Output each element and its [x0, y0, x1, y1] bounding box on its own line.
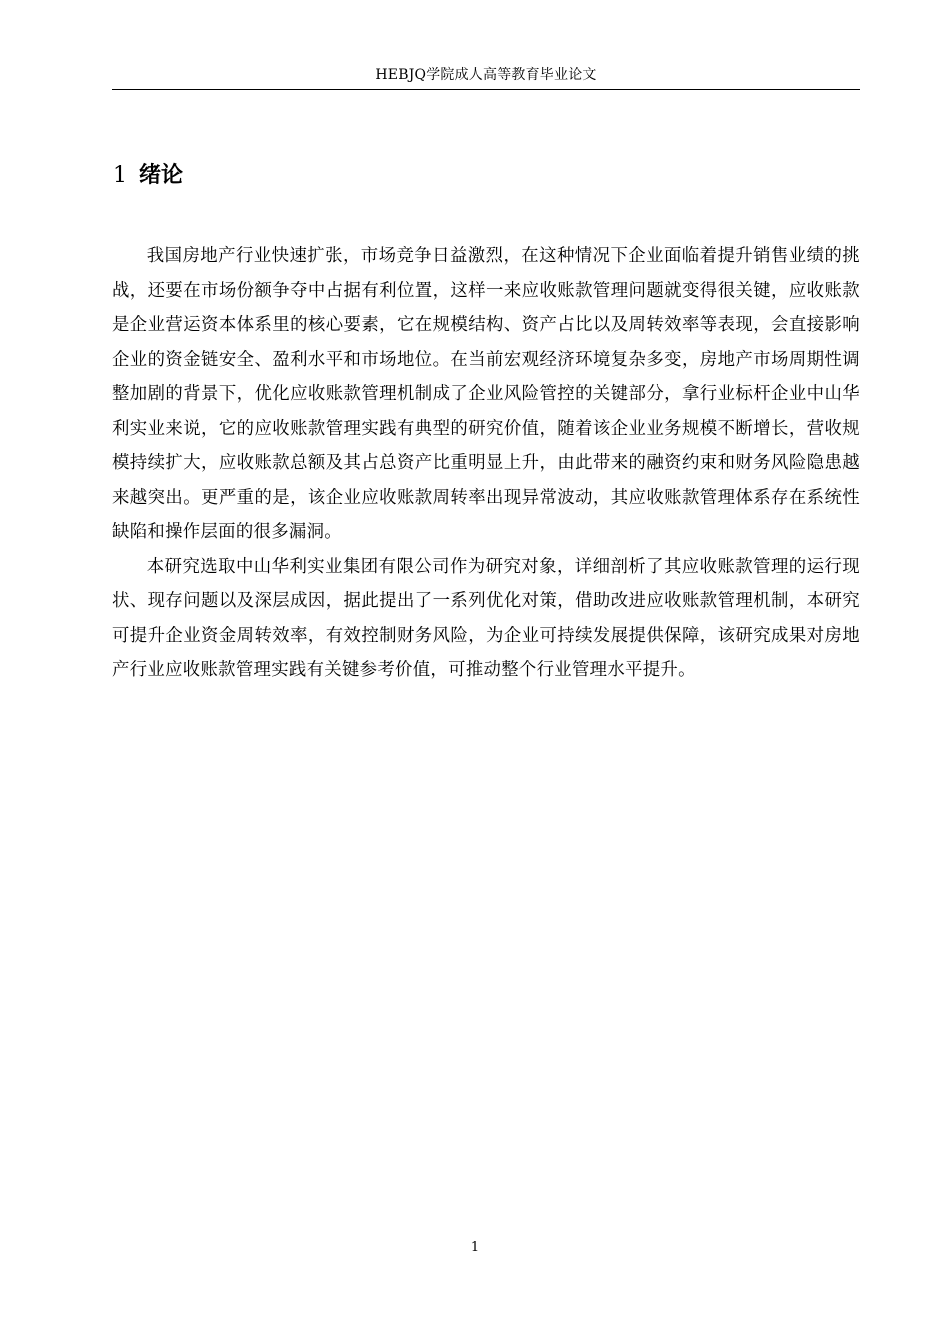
paragraph: 我国房地产行业快速扩张，市场竞争日益激烈，在这种情况下企业面临着提升销售业绩的挑战，还要在市场份额争夺中占据有利位置，这样一来应收账款管理问题就变得很关键，应收账款是企业营运资本体系里的核心要素，它在规模结构、资产占比以及周转效率等表现，会直接影响企业的资金链安全、盈利水平和市场地位。在当前宏观经济环境复杂多变，房地产市场周期性调整加剧的背景下，优化应收账款管理机制成了企业风险管控的关键部分，拿行业标杆企业中山华利实业来说，它的应收账款管理实践有典型的研究价值，随着该企业业务规模不断增长，营收规模持续扩大，应收账款总额及其占总资产比重明显上升，由此带来的融资约束和财务风险隐患越来越突出。更严重的是，该企业应收账款周转率出现异常波动，其应收账款管理体系存在系统性缺陷和操作层面的很多漏洞。 [112, 246, 860, 542]
running-header: HEBJQ学院成人高等教育毕业论文 [375, 67, 597, 83]
body-text [112, 239, 860, 688]
chapter-number: 1 [113, 163, 127, 188]
chapter-title-text: 绪论 [139, 163, 184, 188]
chapter-heading [113, 160, 183, 192]
page-number: 1 [470, 1240, 480, 1255]
paragraph: 本研究选取中山华利实业集团有限公司作为研究对象，详细剖析了其应收账款管理的运行现状、现存问题以及深层成因，据此提出了一系列优化对策，借助改进应收账款管理机制，本研究可提升企业资金周转效率，有效控制财务风险，为企业可持续发展提供保障，该研究成果对房地产行业应收账款管理实践有关键参考价值，可推动整个行业管理水平提升。 [112, 556, 860, 680]
header-divider [112, 89, 860, 90]
